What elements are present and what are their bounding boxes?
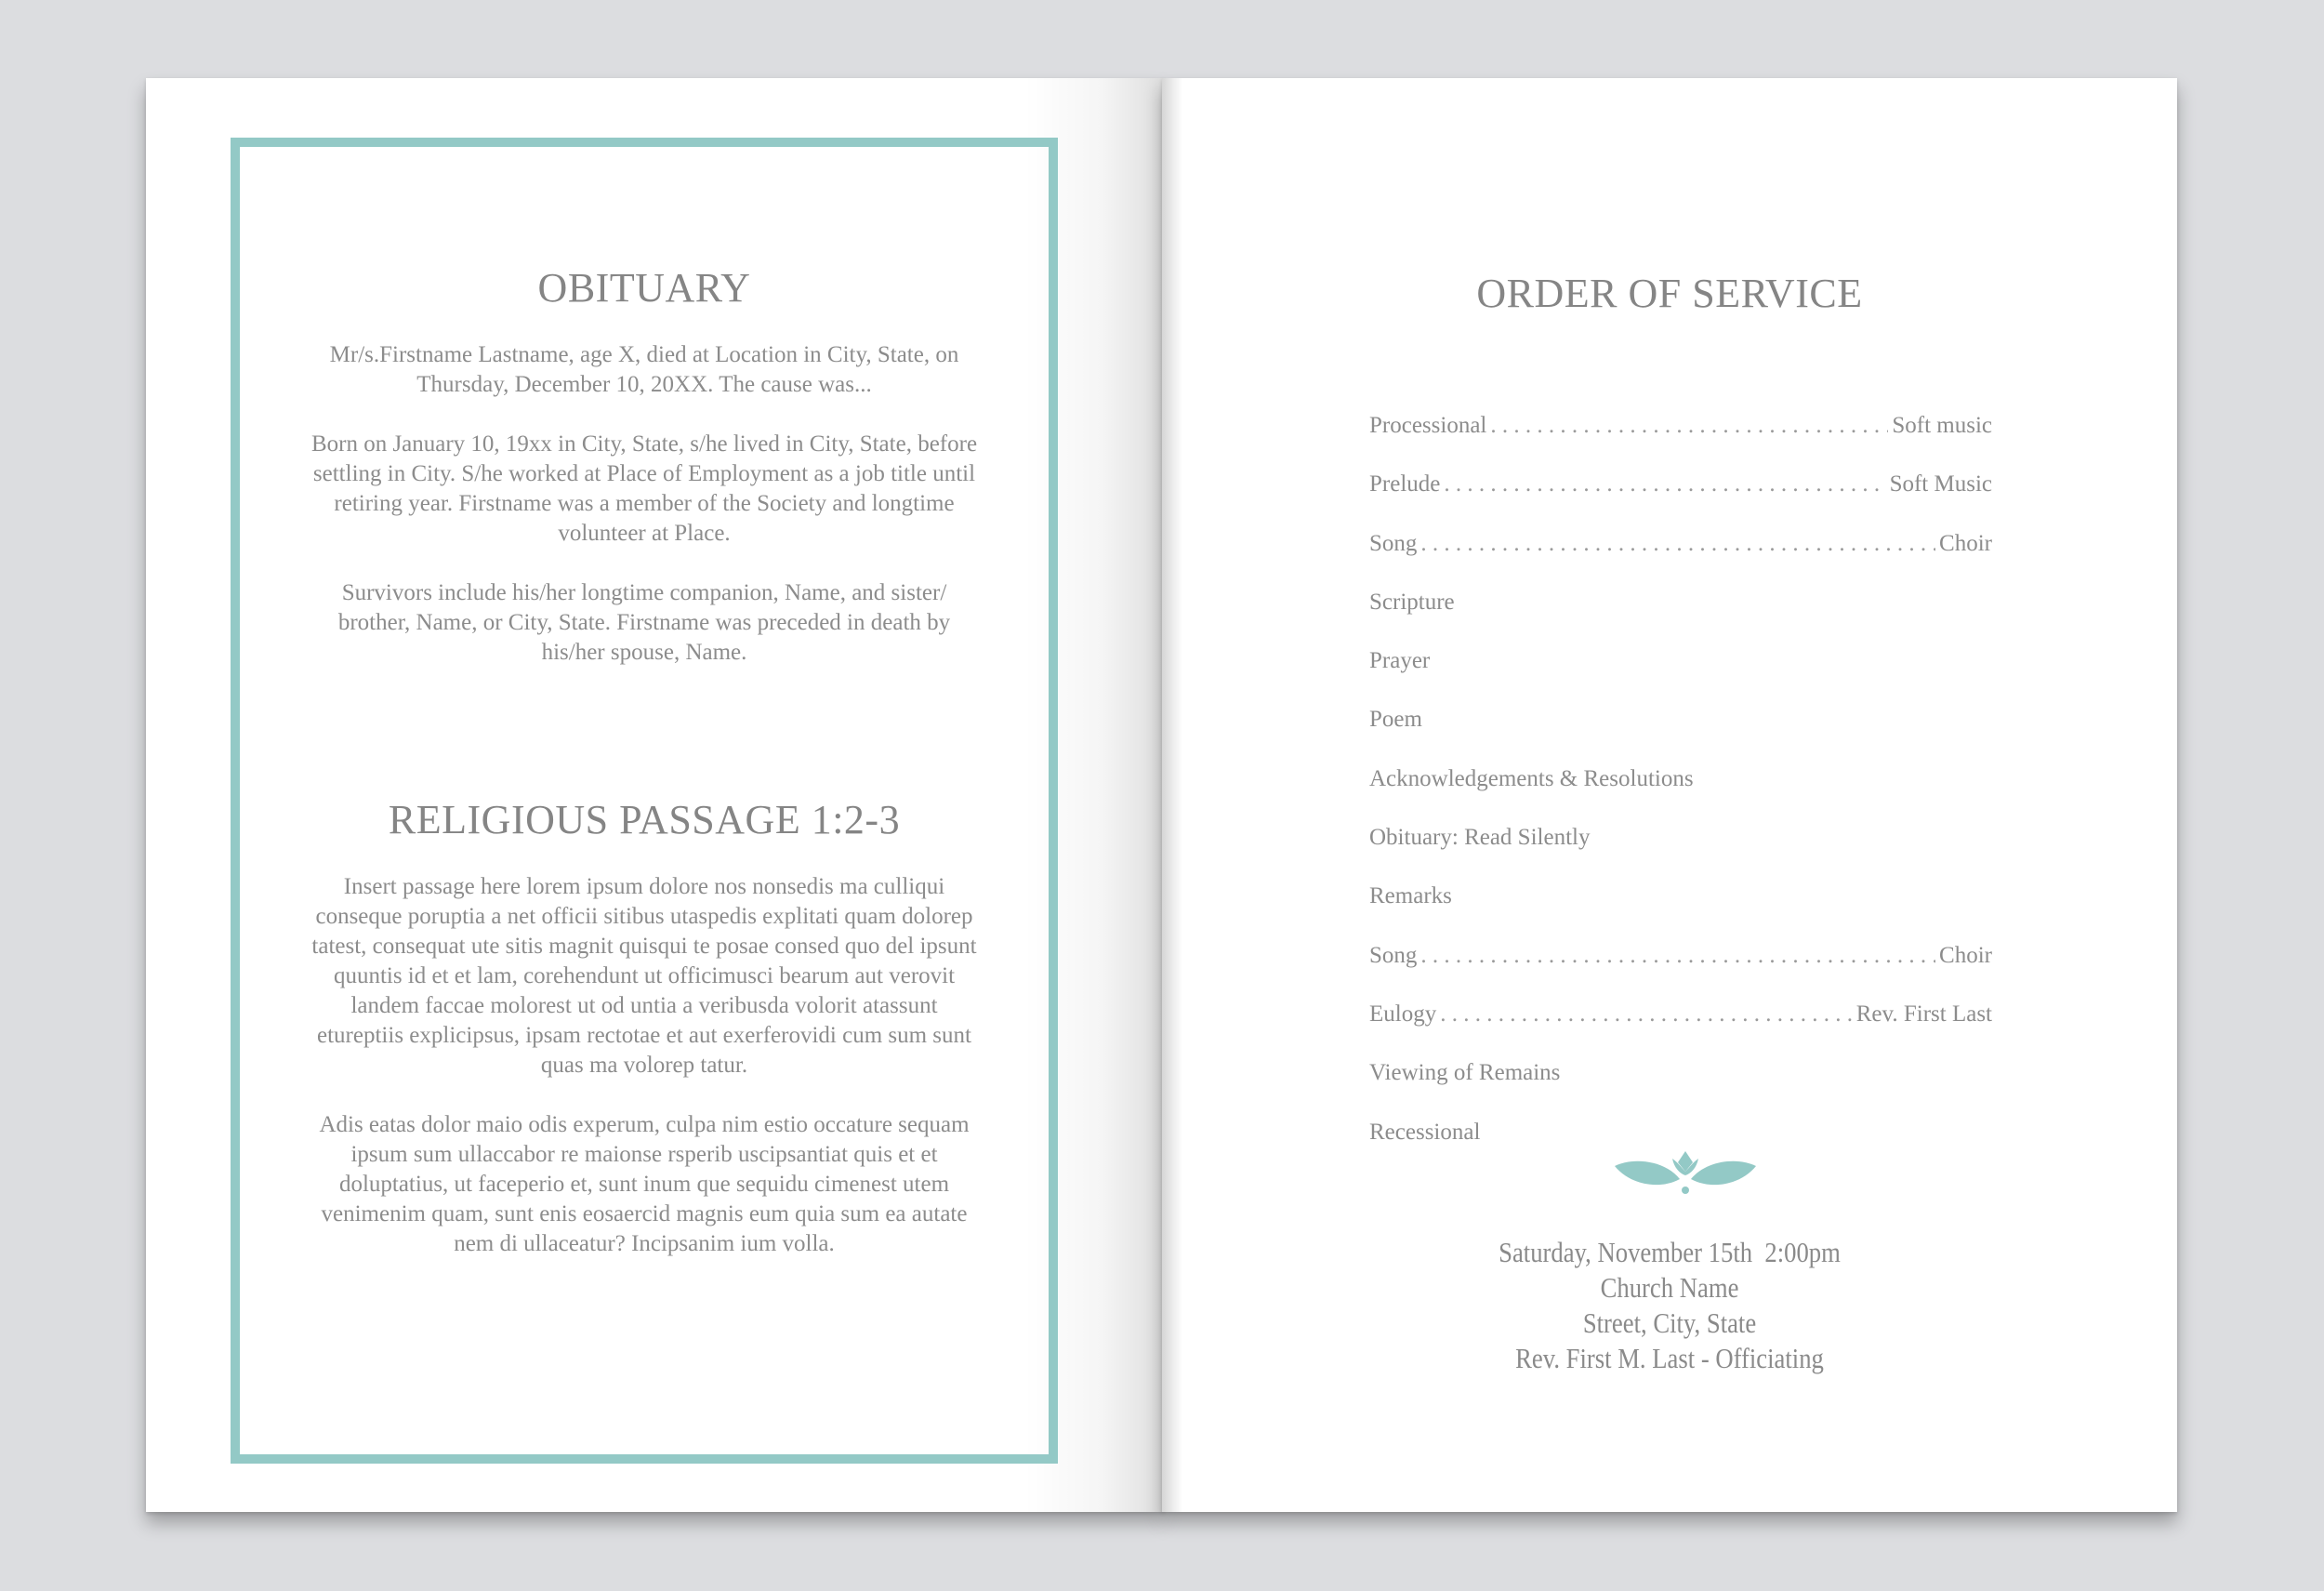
service-item-value: Soft music — [1892, 413, 1992, 438]
service-item-name: Song — [1369, 530, 1418, 556]
left-page — [146, 78, 1164, 1512]
dot-leader — [1420, 941, 1935, 971]
obituary-border-frame — [231, 138, 1058, 1464]
service-item-value: Rev. First Last — [1855, 1001, 1992, 1027]
order-of-service-heading: ORDER OF SERVICE — [1476, 271, 1863, 316]
service-item — [1369, 705, 1992, 763]
right-page — [1162, 78, 2177, 1512]
passage-heading: RELIGIOUS PASSAGE 1:2-3 — [388, 797, 901, 842]
service-item-name: Viewing of Remains — [1369, 1060, 1561, 1086]
service-item — [1369, 823, 1992, 882]
service-item-name: Acknowledgements & Resolutions — [1369, 765, 1694, 791]
obituary-paragraph: Born on January 10, 19xx in City, State, s/he lived in City, State, before settling in City. S/he worked at Place of Employment as a job title until retiring year. Firstname was a member of the Society and longtime volunteer at Place. — [310, 431, 978, 546]
dot-leader — [1440, 1000, 1852, 1029]
service-item — [1369, 646, 1992, 705]
officiant: Rev. First M. Last - Officiating — [1515, 1342, 1824, 1374]
service-item-name: Obituary: Read Silently — [1369, 825, 1591, 851]
church-name: Church Name — [1600, 1271, 1739, 1304]
service-item — [1369, 941, 1992, 1000]
service-item-name: Remarks — [1369, 883, 1452, 909]
lotus-leaves-icon — [1613, 1144, 1758, 1201]
service-item-name: Prelude — [1369, 471, 1441, 497]
service-item-name: Scripture — [1369, 589, 1455, 615]
service-item — [1369, 1058, 1992, 1117]
obituary-heading: OBITUARY — [537, 265, 751, 311]
service-item-name: Processional — [1369, 413, 1487, 438]
dot-leader — [1490, 411, 1888, 441]
service-item-value: Choir — [1939, 942, 1992, 968]
service-item — [1369, 529, 1992, 588]
service-item — [1369, 1000, 1992, 1058]
service-item — [1369, 882, 1992, 940]
service-item-name: Eulogy — [1369, 1001, 1437, 1027]
service-item-name: Recessional — [1369, 1119, 1481, 1145]
service-details — [1162, 1235, 2177, 1376]
service-item-name: Song — [1369, 942, 1418, 968]
order-of-service-list — [1369, 411, 1992, 1176]
service-item-value: Choir — [1939, 530, 1992, 556]
obituary-paragraph: Mr/s.Firstname Lastname, age X, died at Location in City, State, on Thursday, December 10, 20XX. The cause was... — [329, 342, 959, 397]
obituary-paragraph: Survivors include his/her longtime companion, Name, and sister/ brother, Name, or City, State. Firstname was preceded in death by his/her spouse, Name. — [337, 580, 951, 665]
church-address: Street, City, State — [1582, 1306, 1757, 1339]
service-date-time: Saturday, November 15th 2:00pm — [1499, 1236, 1841, 1268]
passage-paragraph: Insert passage here lorem ipsum dolore nos nonsedis ma culliqui conseque poruptia a net officii sitibus utaspedis explitati quam dolorep tatest, consequat ute sitis magnit quisqui te posae consed quo del ipsunt quuntis id et et lam, corehendunt ut officimusci bearum aut verovit landem faccae molorest ut od untia a veribusda volorit atassunt etureptiis explicipsus, ipsam rectotae et aut exerferovidi cum sum sunt quas ma volorep tatur. — [311, 874, 977, 1078]
service-item — [1369, 411, 1992, 470]
passage-paragraph: Adis eatas dolor maio odis experum, culpa nim estio occature sequam ipsum sum ullaccabor re maionse rsperib uscipsantiat quis et et doluptatius, ut faceperio et, sunt inum que sequidu cimenest utem venimenim quam, sunt enis eosaercid magnis eum quia sum ea autate nem di ullaceatur? Incipsanim ium volla. — [319, 1112, 970, 1256]
dot-leader — [1444, 470, 1885, 499]
service-item-name: Prayer — [1369, 648, 1431, 674]
dot-leader — [1420, 529, 1935, 559]
service-item-name: Poem — [1369, 707, 1422, 733]
service-item-value: Soft Music — [1889, 471, 1992, 497]
service-item — [1369, 764, 1992, 823]
service-item — [1369, 588, 1992, 646]
service-item — [1369, 470, 1992, 528]
